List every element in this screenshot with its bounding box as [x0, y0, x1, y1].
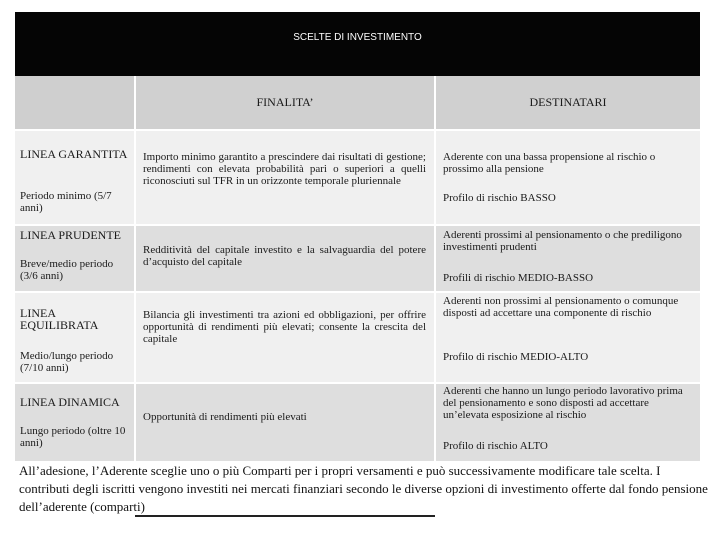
table-header-row [15, 76, 700, 130]
table-row-equilibrata [15, 292, 700, 383]
slide-title: SCELTE DI INVESTIMENTO [293, 32, 422, 43]
line-period: Medio/lungo periodo (7/10 anni) [20, 349, 114, 374]
line-destinatari: Aderente con una bassa propensione al rischio o prossimo alla pensione [443, 150, 656, 175]
footer-divider [135, 515, 435, 517]
line-destinatari: Aderenti non prossimi al pensionamento o comunque disposti ad accettare una componente di rischio [443, 294, 679, 319]
line-finalita: Bilancia gli investimenti tra azioni ed obbligazioni, per offrire opportunità di rendimenti più elevati; consente la crescita del capitale [143, 308, 426, 345]
line-name: LINEA DINAMICA [20, 394, 120, 409]
line-destinatari: Aderenti prossimi al pensionamento o che prediligono investimenti prudenti [443, 228, 682, 253]
header-destinatari: DESTINATARI [435, 76, 700, 130]
table-row-garantita [15, 130, 700, 225]
line-name: LINEA PRUDENTE [20, 227, 121, 242]
line-name: LINEA EQUILIBRATA [20, 305, 99, 332]
line-period: Breve/medio periodo (3/6 anni) [20, 257, 114, 282]
line-name: LINEA GARANTITA [20, 146, 128, 161]
slide-title-banner [15, 12, 700, 76]
line-finalita: Redditività del capitale investito e la salvaguardia del potere d’acquisto del capitale [143, 243, 426, 268]
line-period: Periodo minimo (5/7 anni) [20, 189, 112, 214]
line-risk-profile: Profilo di rischio BASSO [443, 191, 556, 204]
header-blank-cell [15, 76, 135, 130]
line-period: Lungo periodo (oltre 10 anni) [20, 424, 126, 449]
line-risk-profile: Profilo di rischio MEDIO-ALTO [443, 350, 589, 363]
line-finalita: Opportunità di rendimenti più elevati [143, 410, 307, 423]
line-risk-profile: Profili di rischio MEDIO-BASSO [443, 271, 594, 284]
table-row-prudente [15, 225, 700, 292]
header-finalita: FINALITA’ [135, 76, 435, 130]
line-risk-profile: Profilo di rischio ALTO [443, 439, 548, 452]
investment-lines-table [15, 76, 700, 461]
line-finalita: Importo minimo garantito a prescindere dai risultati di gestione; rendimenti con elevata probabilità pari o superiori a quelli riconosciuti sul TFR in un orizzonte temporale pluriennale [143, 150, 426, 187]
table-row-dinamica [15, 383, 700, 461]
line-destinatari: Aderenti che hanno un lungo periodo lavorativo prima del pensionamento e sono disposti ad accettare un’elevata esposizione al rischio [443, 384, 683, 421]
footer-paragraph: All’adesione, l’Aderente sceglie uno o più Comparti per i propri versamenti e può successivamente modificare tale scelta. I contributi degli iscritti vengono investiti nei mercati finanziari secondo le diverse opzioni di investimento offerte dal fondo pensione dell’aderente (comparti) [19, 463, 708, 514]
